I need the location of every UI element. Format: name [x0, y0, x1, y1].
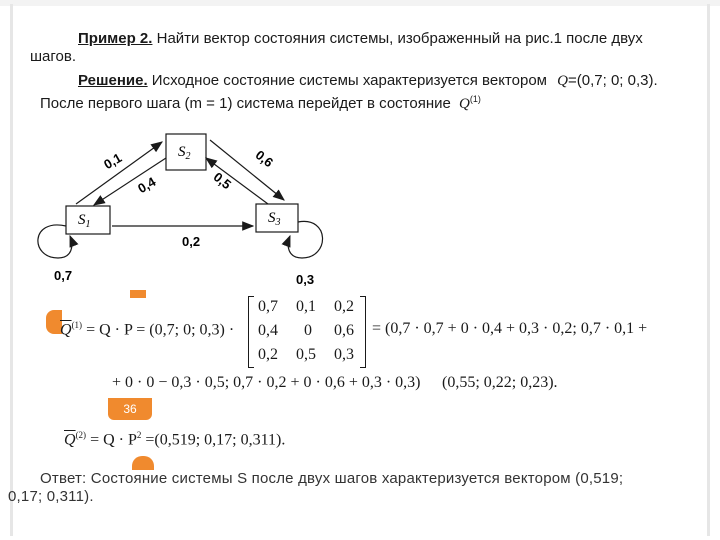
loop-label-s1: 0,7	[54, 268, 73, 283]
orange-accent	[130, 290, 146, 298]
m10: 0,4	[258, 322, 278, 339]
formula2	[64, 430, 285, 449]
edge-label-s2-s1: 0,4	[135, 174, 159, 197]
answer-line-2: 0,17; 0,311).	[8, 488, 94, 505]
m02: 0,2	[334, 298, 354, 315]
formula2-lhs-sup: (2)	[75, 430, 87, 440]
solution-label: Решение.	[78, 72, 148, 89]
formula2-p-sup: 2	[136, 430, 142, 440]
matrix-right-bracket	[360, 296, 366, 368]
answer-line-1: Ответ: Состояние системы S после двух шагов характеризуется вектором (0,519;	[40, 470, 624, 487]
m22: 0,3	[334, 346, 354, 363]
formula1-mid: = Q · P = (0,7; 0; 0,3) ·	[86, 321, 235, 339]
matrix-left-bracket	[248, 296, 254, 368]
m00: 0,7	[258, 298, 278, 315]
q1-symbol: Q	[459, 96, 470, 112]
m12: 0,6	[334, 322, 354, 339]
node-s2-label: $S_2$	[178, 144, 191, 162]
edge-label-s1-s2: 0,1	[101, 150, 125, 173]
page-number: 36	[108, 398, 152, 420]
example-label: Пример 2.	[78, 30, 153, 47]
edge-label-s2-s3: 0,6	[252, 147, 277, 171]
formula1-lhs: $\overline{Q}^{(1)} = Q \cdot P = (0,7$; 0; 0,3) ·	[60, 320, 235, 339]
step1-text: После первого шага (m = 1) система перейдет в состояние	[40, 95, 451, 112]
loop-label-s3: 0,3	[296, 272, 315, 287]
q-vector: =(0,7; 0; 0,3).	[568, 72, 658, 89]
q-symbol: Q	[557, 73, 568, 89]
formula2-rhs: =(0,519; 0,17; 0,311).	[145, 431, 286, 449]
m21: 0,5	[296, 346, 316, 363]
q1-sup: (1)	[469, 94, 481, 104]
task-text: Найти вектор состояния системы, изображенный на рис.1 после двух	[156, 30, 643, 47]
m01: 0,1	[296, 298, 316, 315]
edge-label-s1-s3: 0,2	[182, 234, 201, 249]
task-text-2: шагов.	[30, 48, 76, 65]
m11: 0	[304, 322, 312, 339]
transition-matrix	[248, 296, 366, 368]
formula1-result: (0,55; 0,22; 0,23).	[442, 374, 558, 391]
edge-label-s3-s2: 0,5	[210, 169, 235, 193]
node-s3-label: $S_3$	[268, 210, 281, 228]
m20: 0,2	[258, 346, 278, 363]
formula2-mid: = Q · P	[90, 431, 137, 449]
formula1-line2: + 0 · 0 − 0,3 · 0,5; 0,7 · 0,2 + 0 · 0,6 + 0,3 · 0,3)	[112, 374, 421, 391]
formula2-lhs: $\overline{Q}$	[64, 431, 76, 449]
node-s1-label: $S_1$	[78, 212, 91, 230]
solution-text: Исходное состояние системы характеризуется вектором	[151, 72, 547, 89]
edge-s1-s2	[76, 142, 162, 204]
formula1-rhs: = (0,7 · 0,7 + 0 · 0,4 + 0,3 · 0,2; 0,7 · 0,1 +	[372, 320, 648, 337]
orange-dot	[132, 456, 154, 470]
